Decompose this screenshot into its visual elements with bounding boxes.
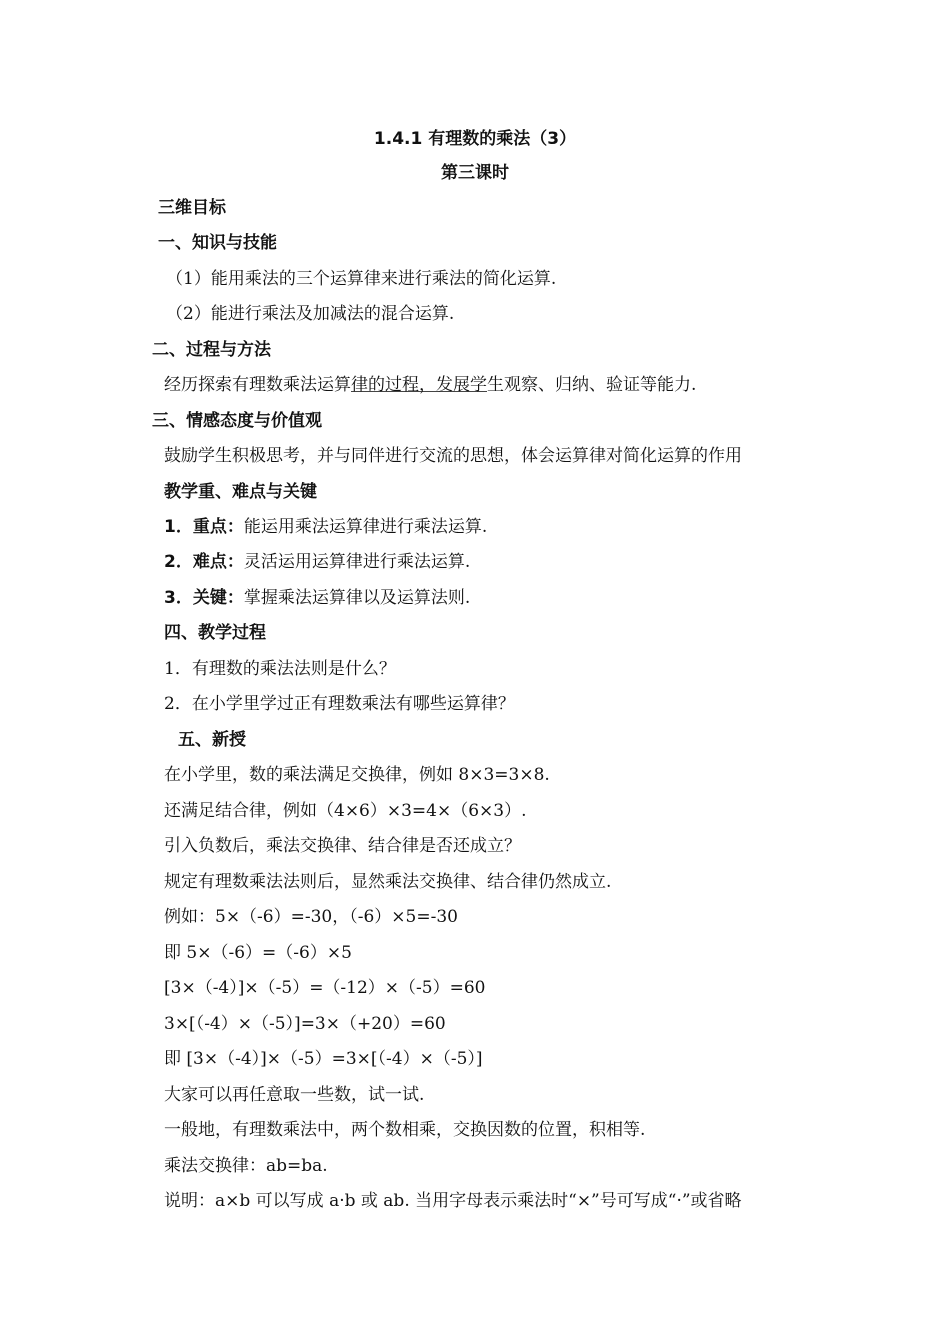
knowledge-item-2: （2）能进行乘法及加减法的混合运算.	[166, 304, 455, 324]
paragraph-10: 大家可以再任意取一些数，试一试.	[164, 1085, 425, 1105]
key-point-3-label: 3．关键：	[164, 588, 244, 608]
paragraph-4: 规定有理数乘法法则后，显然乘法交换律、结合律仍然成立.	[164, 872, 612, 892]
key-point-3	[164, 587, 470, 609]
paragraph-12: 乘法交换律：ab=ba.	[164, 1156, 328, 1176]
page-title: 1.4.1 有理数的乘法（3）	[373, 129, 577, 149]
process-text-underlined: 律的过程，发展学	[351, 375, 487, 395]
knowledge-item-1: （1）能用乘法的三个运算律来进行乘法的简化运算.	[166, 269, 557, 289]
key-point-2	[164, 551, 470, 573]
paragraph-11: 一般地，有理数乘法中，两个数相乘，交换因数的位置，积相等.	[164, 1120, 646, 1140]
key-point-1-text: 能运用乘法运算律进行乘法运算.	[243, 517, 488, 537]
section-heading-knowledge: 一、知识与技能	[158, 233, 277, 253]
key-points-heading: 教学重、难点与关键	[164, 482, 317, 502]
question-2: 2．在小学里学过正有理数乘法有哪些运算律？	[164, 694, 515, 714]
key-point-2-text: 灵活运用运算律进行乘法运算.	[243, 552, 471, 572]
section-heading-new-lesson: 五、新授	[178, 730, 246, 750]
paragraph-8: 3×[（-4）×（-5）]=3×（+20）=60	[164, 1014, 446, 1034]
key-point-3-text: 掌握乘法运算律以及运算法则.	[243, 588, 471, 608]
paragraph-9: 即 [3×（-4）]×（-5）=3×[（-4）×（-5）]	[164, 1049, 483, 1069]
attitude-text: 鼓励学生积极思考，并与同伴进行交流的思想，体会运算律对简化运算的作用	[164, 446, 742, 466]
paragraph-3: 引入负数后，乘法交换律、结合律是否还成立？	[164, 836, 521, 856]
process-text	[164, 374, 696, 396]
paragraph-2: 还满足结合律，例如（4×6）×3=4×（6×3）.	[164, 801, 527, 821]
section-heading-process: 二、过程与方法	[152, 340, 271, 360]
question-1: 1．有理数的乘法法则是什么？	[164, 659, 396, 679]
section-heading-process-teaching: 四、教学过程	[164, 623, 266, 643]
key-point-1-label: 1．重点：	[164, 517, 244, 537]
process-text-b: 生观察、归纳、验证等能力.	[487, 375, 697, 395]
goals-heading: 三维目标	[158, 198, 226, 218]
paragraph-5: 例如：5×（-6）=-30，（-6）×5=-30	[164, 907, 458, 927]
paragraph-6: 即 5×（-6）=（-6）×5	[164, 943, 352, 963]
paragraph-13: 说明：a×b 可以写成 a·b 或 ab. 当用字母表示乘法时“×”号可写成“·”或省略	[164, 1191, 742, 1211]
section-heading-attitude: 三、情感态度与价值观	[152, 411, 322, 431]
process-text-a: 经历探索有理数乘法运算	[164, 375, 351, 395]
key-point-2-label: 2．难点：	[164, 552, 244, 572]
paragraph-7: [3×（-4）]×（-5）=（-12）×（-5）=60	[164, 978, 486, 998]
page-subtitle: 第三课时	[441, 163, 509, 183]
paragraph-1: 在小学里，数的乘法满足交换律，例如 8×3=3×8.	[164, 765, 550, 785]
key-point-1	[164, 516, 487, 538]
